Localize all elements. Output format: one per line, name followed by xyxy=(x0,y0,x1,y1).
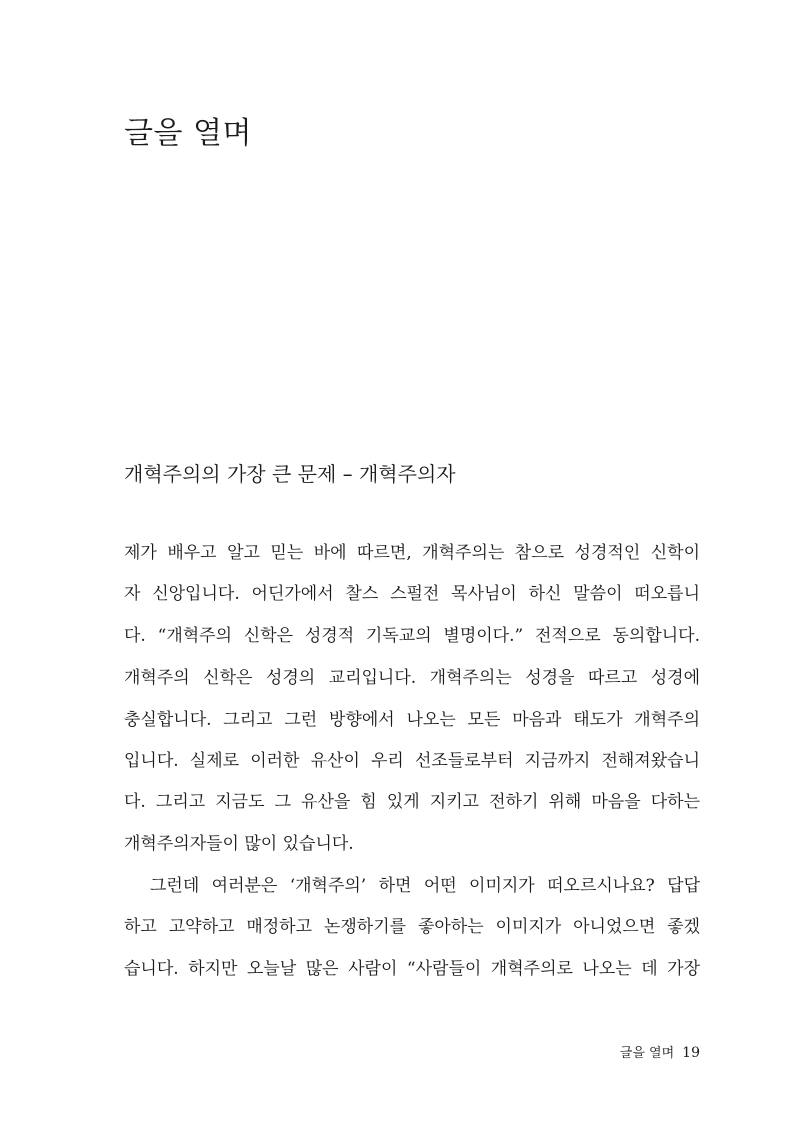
paragraph-1-line-3: 다. “개혁주의 신학은 성경적 기독교의 별명이다.” 전적으로 동의합니다. xyxy=(124,626,700,646)
paragraph-2-line-1: 그런데 여러분은 ‘개혁주의’ 하면 어떤 이미지가 떠오르시나요? 답답 xyxy=(150,876,700,896)
paragraph-1-line-7: 다. 그리고 지금도 그 유산을 힘 있게 지키고 전하기 위해 마음을 다하는 xyxy=(124,792,700,812)
paragraph-1-line-6: 입니다. 실제로 이러한 유산이 우리 선조들로부터 지금까지 전해져왔습니 xyxy=(124,751,700,771)
paragraph-1-line-5: 충실합니다. 그리고 그런 방향에서 나오는 모든 마음과 태도가 개혁주의 xyxy=(124,710,700,730)
paragraph-1-line-4: 개혁주의 신학은 성경의 교리입니다. 개혁주의는 성경을 따르고 성경에 xyxy=(124,668,700,688)
paragraph-1-line-2: 자 신앙입니다. 어딘가에서 찰스 스펄전 목사님이 하신 말씀이 떠오릅니 xyxy=(124,584,700,604)
paragraph-2-line-2: 하고 고약하고 매정하고 논쟁하기를 좋아하는 이미지가 아니었으면 좋겠 xyxy=(124,917,700,937)
running-title: 글을 열며 xyxy=(619,1046,675,1061)
section-heading: 개혁주의의 가장 큰 문제 – 개혁주의자 xyxy=(124,462,456,486)
paragraph-1-line-8: 개혁주의자들이 많이 있습니다. xyxy=(124,834,354,854)
page-footer xyxy=(620,1042,700,1061)
page-number: 19 xyxy=(682,1045,700,1061)
paragraph-1-line-1: 제가 배우고 알고 믿는 바에 따르면, 개혁주의는 참으로 성경적인 신학이 xyxy=(124,543,700,563)
paragraph-2-line-3: 습니다. 하지만 오늘날 많은 사람이 “사람들이 개혁주의로 나오는 데 가장 xyxy=(124,959,700,979)
chapter-title: 글을 열며 xyxy=(124,116,252,151)
